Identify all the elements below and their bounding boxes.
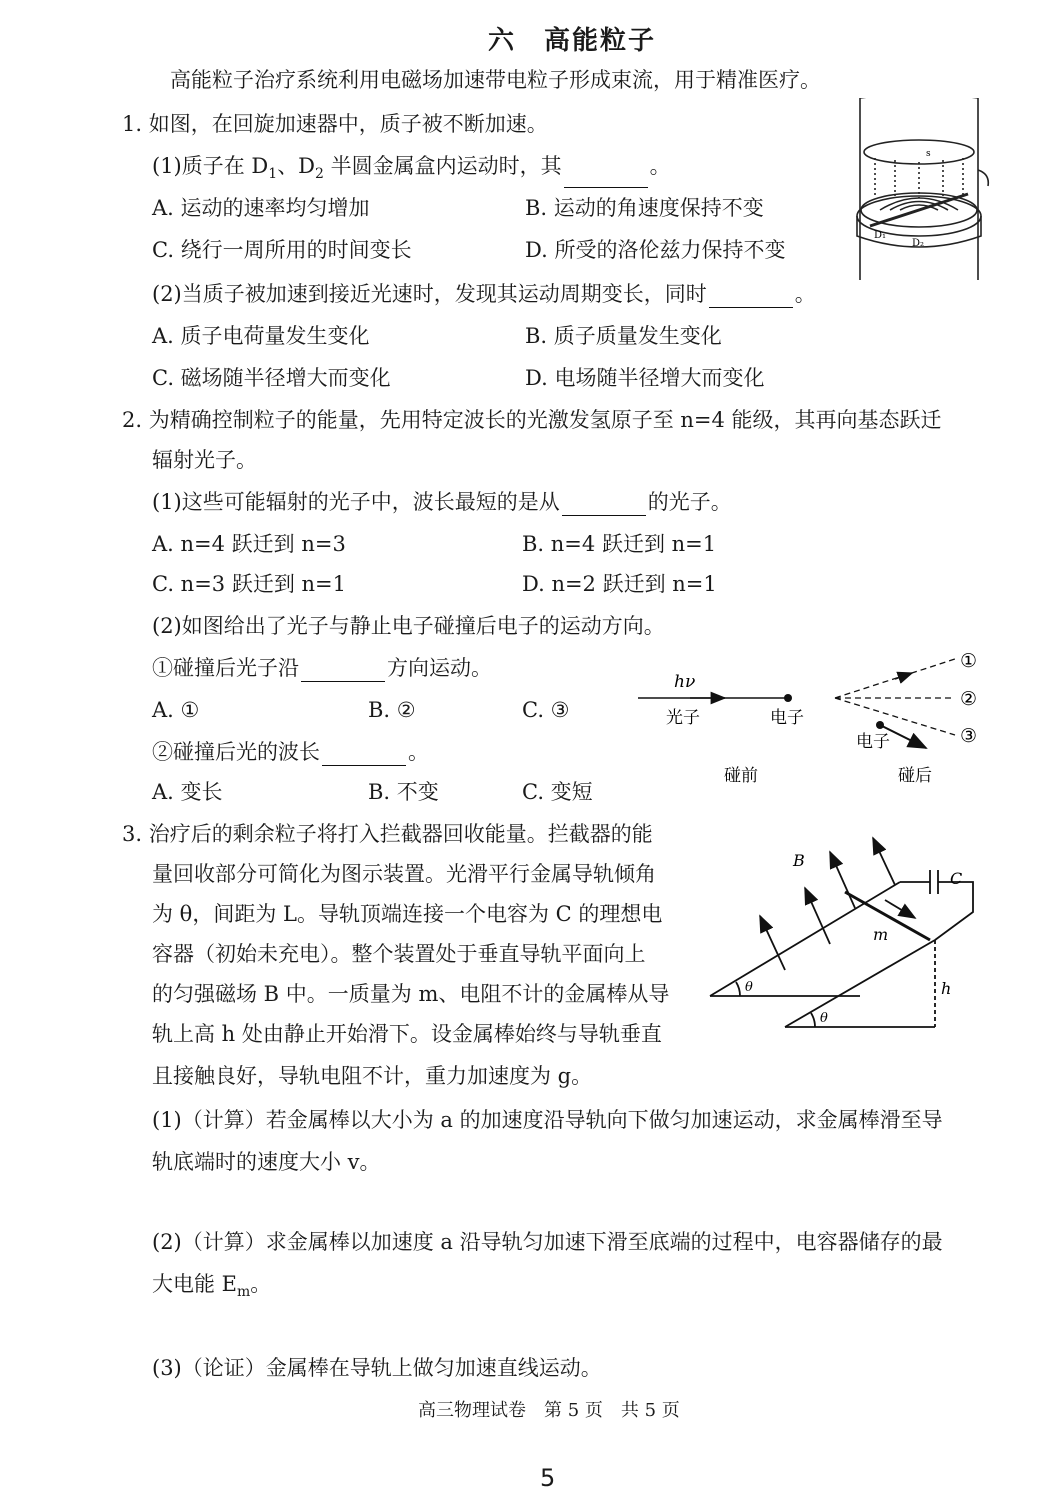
mass-label: m [873,925,889,944]
q3-stem-line6: 轨上高 h 处由静止开始滑下。设金属棒始终与导轨垂直 [152,1022,662,1046]
q1-p2-option-b[interactable]: B. 质子质量发生变化 [525,324,722,348]
section-title: 六 高能粒子 [488,26,657,56]
q2-sub1: ①碰撞后光子沿 方向运动。 [152,656,492,680]
q2-part2: (2)如图给出了光子与静止电子碰撞后电子的运动方向。 [152,614,665,638]
page-footer: 高三物理试卷 第 5 页 共 5 页 [418,1400,680,1421]
q3-stem-line1: 3. 治疗后的剩余粒子将打入拦截器回收能量。拦截器的能 [122,822,653,846]
q3-part2-line2: 大电能 $E_m$。 [152,1272,272,1301]
q2-sub2-option-a[interactable]: A. 变长 [152,780,223,804]
q1-stem: 1. 如图，在回旋加速器中，质子被不断加速。 [122,112,548,136]
theta-lower-label: θ [820,1011,828,1026]
q1-p1-option-a[interactable]: A. 运动的速率均匀增加 [152,196,370,220]
q3-part1-line2: 轨底端时的速度大小 v。 [152,1150,381,1174]
direction-3-line [835,698,955,735]
dir3-label: ③ [960,725,978,747]
q3-stem-line5: 的匀强磁场 B 中。一质量为 m、电阻不计的金属棒从导 [152,982,670,1006]
compton-figure [630,645,990,795]
photon-label: 光子 [666,708,700,728]
q1-p1-option-b[interactable]: B. 运动的角速度保持不变 [525,196,764,220]
q3-stem-line3: 为 θ，间距为 L。导轨顶端连接一个电容为 C 的理想电 [152,902,663,926]
height-label: h [941,979,952,998]
s-label: s [926,149,931,159]
intro-text: 高能粒子治疗系统利用电磁场加速带电粒子形成束流，用于精准医疗。 [170,68,821,92]
q1-p2-option-a[interactable]: A. 质子电荷量发生变化 [152,324,370,348]
q2-sub2-option-c[interactable]: C. 变短 [522,780,593,804]
d2-label: D₂ [912,238,925,249]
q1-p2-option-c[interactable]: C. 磁场随半径增大而变化 [152,366,391,390]
capacitor-label: C [950,869,963,888]
answer-blank[interactable] [322,743,406,766]
d1-label: D₁ [874,230,887,241]
q2-p1-option-a[interactable]: A. n=4 跃迁到 n=3 [152,532,346,556]
q1-p1-option-c[interactable]: C. 绕行一周所用的时间变长 [152,238,412,262]
q2-sub1-option-c[interactable]: C. ③ [522,698,570,722]
q2-sub1-option-a[interactable]: A. ① [152,698,200,722]
q2-sub1-option-b[interactable]: B. ② [368,698,416,722]
q1-p1-option-d[interactable]: D. 所受的洛伦兹力保持不变 [525,238,786,262]
hv-label: hν [674,672,696,692]
upper-rail [710,882,900,996]
q1-part1: (1)质子在 $D_1$、$D_2$ 半圆金属盒内运动时，其 。 [152,152,671,188]
q2-p1-option-c[interactable]: C. n=3 跃迁到 n=1 [152,572,346,596]
electron-before [784,694,792,702]
q3-stem-line4: 容器（初始未充电）。整个装置处于垂直导轨平面向上 [152,942,646,966]
before-label: 碰前 [724,766,758,786]
rail-capacitor-figure [705,830,995,1035]
answer-blank[interactable] [709,285,793,308]
q3-stem-line7: 且接触良好，导轨电阻不计，重力加速度为 g。 [152,1064,593,1088]
q2-p1-option-b[interactable]: B. n=4 跃迁到 n=1 [522,532,717,556]
q3-part1-line1: (1)（计算）若金属棒以大小为 a 的加速度沿导轨向下做匀加速运动，求金属棒滑至导 [152,1108,943,1132]
q2-stem-line1: 2. 为精确控制粒子的能量，先用特定波长的光激发氢原子至 n=4 能级，其再向基态跃迁 [122,408,942,432]
theta-upper-label: θ [745,980,753,995]
b-field-label: B [793,851,805,870]
q1-part2: (2)当质子被加速到接近光速时，发现其运动周期变长，同时 。 [152,282,816,306]
electron-after-label: 电子 [856,732,890,752]
q2-stem-line2: 辐射光子。 [152,448,257,472]
cyclotron-figure [850,98,990,288]
answer-blank[interactable] [301,659,385,682]
after-label: 碰后 [898,766,932,786]
q3-stem-line2: 量回收部分可简化为图示装置。光滑平行金属导轨倾角 [152,862,656,886]
dir1-label: ① [960,650,978,672]
q2-sub2-option-b[interactable]: B. 不变 [368,780,439,804]
answer-blank[interactable] [562,493,646,516]
q3-part3: (3)（论证）金属棒在导轨上做匀加速直线运动。 [152,1356,602,1380]
q3-part2-line1: (2)（计算）求金属棒以加速度 a 沿导轨匀加速下滑至底端的过程中，电容器储存的最 [152,1230,943,1254]
q1-p2-option-d[interactable]: D. 电场随半径增大而变化 [525,366,765,390]
q2-sub2: ②碰撞后光的波长 。 [152,740,429,764]
q2-part1: (1)这些可能辐射的光子中，波长最短的是从 的光子。 [152,490,732,514]
page-number: 5 [540,1464,556,1492]
dir2-label: ② [960,688,978,710]
answer-blank[interactable] [564,165,648,188]
electron-label: 电子 [770,708,804,728]
q2-p1-option-d[interactable]: D. n=2 跃迁到 n=1 [522,572,717,596]
lower-rail [785,940,935,1027]
